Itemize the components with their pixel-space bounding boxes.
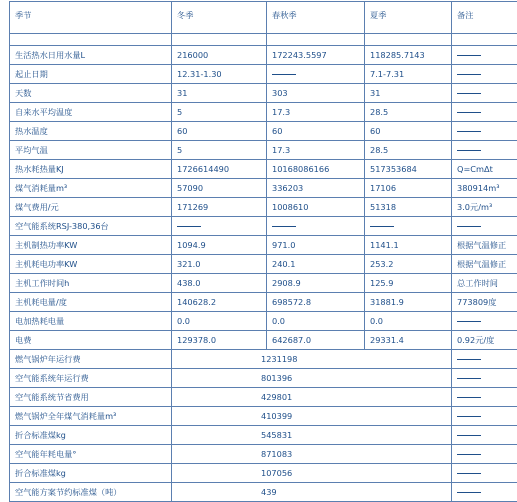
header-spring-autumn: 春秋季 xyxy=(267,2,365,34)
winter-value: 0.0 xyxy=(172,312,267,331)
dash-mark xyxy=(457,435,481,436)
summary-label: 空气能系统节省费用 xyxy=(10,388,172,407)
row-label: 煤气消耗量m³ xyxy=(10,179,172,198)
table-row xyxy=(10,255,517,274)
remark: 根据气温修正 xyxy=(452,255,517,274)
spring-autumn-value: 240.1 xyxy=(267,255,365,274)
spring-autumn-value: 10168086166 xyxy=(267,160,365,179)
row-label: 平均气温 xyxy=(10,141,172,160)
table-row xyxy=(10,103,517,122)
winter-value: 129378.0 xyxy=(172,331,267,350)
row-label: 生活热水日用水量L xyxy=(10,46,172,65)
summary-row xyxy=(10,407,517,426)
summary-remark xyxy=(452,483,517,502)
dash-mark xyxy=(457,473,481,474)
summary-value: 1231198 xyxy=(172,350,452,369)
spring-autumn-value: 60 xyxy=(267,122,365,141)
winter-value: 171269 xyxy=(172,198,267,217)
row-label: 主机制热功率KW xyxy=(10,236,172,255)
dash-mark xyxy=(457,492,481,493)
summary-row xyxy=(10,483,517,502)
summary-value: 410399 xyxy=(172,407,452,426)
summary-remark xyxy=(452,350,517,369)
header-summer: 夏季 xyxy=(365,2,452,34)
summary-label: 折合标准煤kg xyxy=(10,426,172,445)
summer-value: 517353684 xyxy=(365,160,452,179)
remark xyxy=(452,46,517,65)
table-row xyxy=(10,84,517,103)
remark: 3.0元/m³ xyxy=(452,198,517,217)
dash-mark xyxy=(457,74,481,75)
row-label: 主机工作时间h xyxy=(10,274,172,293)
main-rows xyxy=(10,46,517,350)
spring-autumn-value: 17.3 xyxy=(267,103,365,122)
remark xyxy=(452,122,517,141)
summer-value: 7.1-7.31 xyxy=(365,65,452,84)
table-row xyxy=(10,65,517,84)
winter-value xyxy=(172,217,267,236)
remark: 0.92元/度 xyxy=(452,331,517,350)
remark: 380914m³ xyxy=(452,179,517,198)
spring-autumn-value: 971.0 xyxy=(267,236,365,255)
spring-autumn-value: 642687.0 xyxy=(267,331,365,350)
summary-value: 429801 xyxy=(172,388,452,407)
summary-value: 801396 xyxy=(172,369,452,388)
summary-remark xyxy=(452,388,517,407)
row-label: 主机耗电功率KW xyxy=(10,255,172,274)
dash-mark xyxy=(457,321,481,322)
winter-value: 216000 xyxy=(172,46,267,65)
summary-label: 燃气锅炉年运行费 xyxy=(10,350,172,369)
remark: Q=CmΔt xyxy=(452,160,517,179)
summary-row xyxy=(10,445,517,464)
spring-autumn-value xyxy=(267,65,365,84)
spring-autumn-value: 1008610 xyxy=(267,198,365,217)
dash-mark xyxy=(457,131,481,132)
summary-row xyxy=(10,464,517,483)
remark xyxy=(452,141,517,160)
summary-value: 439 xyxy=(172,483,452,502)
summary-remark xyxy=(452,426,517,445)
summary-rows xyxy=(10,350,517,502)
row-label: 电费 xyxy=(10,331,172,350)
summary-remark xyxy=(452,445,517,464)
spring-autumn-value: 303 xyxy=(267,84,365,103)
table-row xyxy=(10,217,517,236)
table-row xyxy=(10,179,517,198)
table-row xyxy=(10,236,517,255)
remark: 773809度 xyxy=(452,293,517,312)
table-row xyxy=(10,122,517,141)
dash-mark xyxy=(457,454,481,455)
summer-value: 118285.7143 xyxy=(365,46,452,65)
dash-mark xyxy=(457,150,481,151)
winter-value: 321.0 xyxy=(172,255,267,274)
dash-mark xyxy=(457,378,481,379)
summary-row xyxy=(10,350,517,369)
remark xyxy=(452,84,517,103)
heat-water-comparison-table xyxy=(9,1,517,502)
summary-label: 折合标准煤kg xyxy=(10,464,172,483)
dash-mark xyxy=(457,416,481,417)
header-winter: 冬季 xyxy=(172,2,267,34)
header-remarks: 备注 xyxy=(452,2,517,34)
winter-value: 1726614490 xyxy=(172,160,267,179)
row-label: 天数 xyxy=(10,84,172,103)
table-row xyxy=(10,312,517,331)
remark xyxy=(452,312,517,331)
row-label: 煤气费用/元 xyxy=(10,198,172,217)
spring-autumn-value: 2908.9 xyxy=(267,274,365,293)
spring-autumn-value: 698572.8 xyxy=(267,293,365,312)
row-label: 主机耗电量/度 xyxy=(10,293,172,312)
remark xyxy=(452,103,517,122)
spring-autumn-value: 172243.5597 xyxy=(267,46,365,65)
winter-value: 60 xyxy=(172,122,267,141)
table-row xyxy=(10,198,517,217)
remark: 根据气温修正 xyxy=(452,236,517,255)
summary-value: 545831 xyxy=(172,426,452,445)
summer-value: 125.9 xyxy=(365,274,452,293)
spring-autumn-value: 0.0 xyxy=(267,312,365,331)
dash-mark xyxy=(457,397,481,398)
summary-remark xyxy=(452,369,517,388)
winter-value: 140628.2 xyxy=(172,293,267,312)
dash-mark xyxy=(177,226,201,227)
summary-value: 871083 xyxy=(172,445,452,464)
row-label: 热水耗热量KJ xyxy=(10,160,172,179)
summer-value xyxy=(365,217,452,236)
summer-value: 60 xyxy=(365,122,452,141)
table-row xyxy=(10,160,517,179)
summary-remark xyxy=(452,464,517,483)
winter-value: 5 xyxy=(172,103,267,122)
winter-value: 1094.9 xyxy=(172,236,267,255)
summer-value: 1141.1 xyxy=(365,236,452,255)
winter-value: 57090 xyxy=(172,179,267,198)
spring-autumn-value: 17.3 xyxy=(267,141,365,160)
dash-mark xyxy=(457,359,481,360)
dash-mark xyxy=(370,226,394,227)
table-row xyxy=(10,46,517,65)
summary-label: 燃气锅炉全年煤气消耗量m³ xyxy=(10,407,172,426)
remark xyxy=(452,65,517,84)
table-row xyxy=(10,293,517,312)
row-label: 起止日期 xyxy=(10,65,172,84)
summary-row xyxy=(10,426,517,445)
dash-mark xyxy=(457,55,481,56)
summer-value: 0.0 xyxy=(365,312,452,331)
winter-value: 31 xyxy=(172,84,267,103)
summary-row xyxy=(10,388,517,407)
summer-value: 29331.4 xyxy=(365,331,452,350)
data-table-container xyxy=(9,1,509,502)
remark xyxy=(452,217,517,236)
remark: 总工作时间 xyxy=(452,274,517,293)
summer-value: 253.2 xyxy=(365,255,452,274)
winter-value: 12.31-1.30 xyxy=(172,65,267,84)
winter-value: 438.0 xyxy=(172,274,267,293)
summer-value: 31881.9 xyxy=(365,293,452,312)
summary-row xyxy=(10,369,517,388)
row-label: 热水温度 xyxy=(10,122,172,141)
dash-mark xyxy=(457,226,481,227)
row-label: 自来水平均温度 xyxy=(10,103,172,122)
table-row xyxy=(10,274,517,293)
row-label: 空气能系统RSJ-380,36台 xyxy=(10,217,172,236)
header-season: 季节 xyxy=(10,2,172,34)
dash-mark xyxy=(457,112,481,113)
spring-autumn-value: 336203 xyxy=(267,179,365,198)
table-header-row xyxy=(10,2,517,34)
dash-mark xyxy=(457,93,481,94)
summary-value: 107056 xyxy=(172,464,452,483)
summary-remark xyxy=(452,407,517,426)
summer-value: 51318 xyxy=(365,198,452,217)
summer-value: 17106 xyxy=(365,179,452,198)
dash-mark xyxy=(272,74,296,75)
table-row xyxy=(10,331,517,350)
summer-value: 28.5 xyxy=(365,103,452,122)
dash-mark xyxy=(272,226,296,227)
table-row xyxy=(10,141,517,160)
summary-label: 空气能系统年运行费 xyxy=(10,369,172,388)
spacer-row xyxy=(10,34,517,46)
summary-label: 空气能方案节约标准煤（吨） xyxy=(10,483,172,502)
summer-value: 31 xyxy=(365,84,452,103)
row-label: 电加热耗电量 xyxy=(10,312,172,331)
summer-value: 28.5 xyxy=(365,141,452,160)
spring-autumn-value xyxy=(267,217,365,236)
winter-value: 5 xyxy=(172,141,267,160)
summary-label: 空气能年耗电量° xyxy=(10,445,172,464)
